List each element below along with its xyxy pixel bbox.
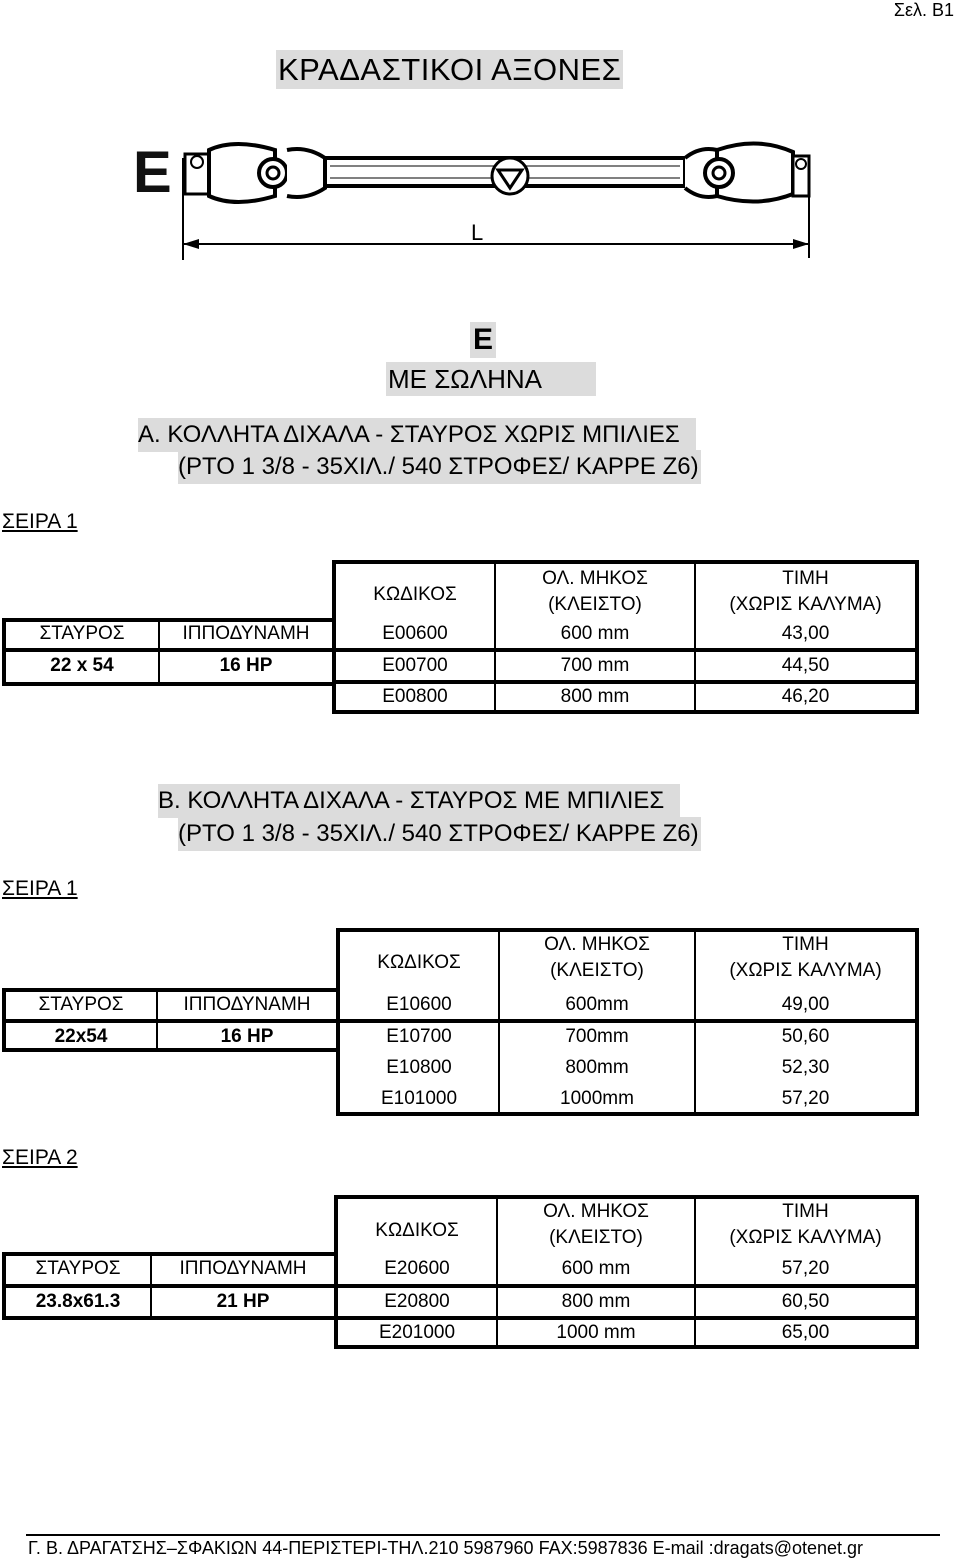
svg-text:E: E: [133, 140, 172, 205]
horsepower-value: 16 HP: [219, 655, 273, 676]
part-b-series2-label: ΣΕΙΡΑ 2: [2, 1146, 78, 1169]
col-header-price-note: (ΧΩΡΙΣ ΚΑΛΥΜΑ): [729, 594, 882, 615]
table-cell-code: E10800: [386, 1057, 452, 1078]
table-cell-length: 1000mm: [560, 1088, 634, 1109]
table-cell-length: 600 mm: [560, 623, 630, 644]
page-number: Σελ. Β1: [893, 0, 954, 20]
table-cell-price: 65,00: [781, 1322, 830, 1343]
table-cell-length: 700mm: [565, 1026, 629, 1047]
part-a-heading-line2: (PTO 1 3/8 - 35ΧΙΛ./ 540 ΣΤΡΟΦΕΣ/ ΚΑΡΡΕ Ζ6): [178, 450, 701, 484]
cross-size-value: 22 x 54: [50, 655, 114, 676]
col-header-code: ΚΩΔΙΚΟΣ: [375, 1220, 459, 1241]
section-subtitle: ΜΕ ΣΩΛΗΝΑ: [386, 362, 596, 396]
table-cell-price: 57,20: [781, 1088, 830, 1109]
col-header-horsepower: ΙΠΠΟΔΥΝΑΜΗ: [182, 623, 310, 644]
cross-size-value: 23.8x61.3: [35, 1291, 121, 1312]
table-cell-code: E201000: [378, 1322, 456, 1343]
table-cell-code: E10600: [386, 994, 452, 1015]
table-cell-price: 44,50: [781, 655, 830, 676]
col-header-price: ΤΙΜΗ: [782, 934, 829, 955]
driveshaft-drawing: [125, 128, 825, 268]
horsepower-value: 16 HP: [220, 1026, 274, 1047]
table-cell-length: 800mm: [565, 1057, 629, 1078]
table-cell-length: 800 mm: [560, 686, 630, 707]
col-header-horsepower: ΙΠΠΟΔΥΝΑΜΗ: [183, 994, 311, 1015]
length-label: [471, 220, 483, 245]
part-a-heading: [138, 418, 696, 452]
part-b-heading-line2: (PTO 1 3/8 - 35ΧΙΛ./ 540 ΣΤΡΟΦΕΣ/ ΚΑΡΡΕ Ζ6): [178, 817, 701, 851]
col-header-length: ΟΛ. ΜΗΚΟΣ: [544, 934, 650, 955]
horsepower-value: 21 HP: [216, 1291, 270, 1312]
table-cell-length: 700 mm: [560, 655, 630, 676]
col-header-length: ΟΛ. ΜΗΚΟΣ: [543, 1201, 649, 1222]
part-b-heading-line1: Β. ΚΟΛΛΗΤΑ ΔΙΧΑΛΑ - ΣΤΑΥΡΟΣ ΜΕ ΜΠΙΛΙΕΣ: [158, 784, 680, 818]
col-header-cross: ΣΤΑΥΡΟΣ: [39, 623, 125, 644]
section-code: E: [470, 322, 496, 358]
table-cell-length: 600mm: [565, 994, 629, 1015]
part-b-series1-label: ΣΕΙΡΑ 1: [2, 877, 78, 900]
page-title: ΚΡΑΔΑΣΤΙΚΟΙ ΑΞΟΝΕΣ: [278, 52, 622, 87]
table-cell-code: E00800: [382, 686, 448, 707]
svg-text:L: L: [471, 220, 484, 245]
col-header-price-note: (ΧΩΡΙΣ ΚΑΛΥΜΑ): [729, 960, 882, 981]
col-header-horsepower: ΙΠΠΟΔΥΝΑΜΗ: [179, 1258, 307, 1279]
footer-divider: [26, 1534, 940, 1536]
col-header-length-note: (ΚΛΕΙΣΤΟ): [550, 960, 644, 981]
table-cell-price: 60,50: [781, 1291, 830, 1312]
table-cell-price: 50,60: [781, 1026, 830, 1047]
table-cell-price: 46,20: [781, 686, 830, 707]
col-header-cross: ΣΤΑΥΡΟΣ: [38, 994, 124, 1015]
col-header-price: ΤΙΜΗ: [782, 568, 829, 589]
part-b-subheading: [178, 817, 701, 851]
col-header-price-note: (ΧΩΡΙΣ ΚΑΛΥΜΑ): [729, 1227, 882, 1248]
table-cell-price: 57,20: [781, 1258, 830, 1279]
col-header-length-note: (ΚΛΕΙΣΤΟ): [549, 1227, 643, 1248]
table-cell-length: 1000 mm: [556, 1322, 636, 1343]
col-header-price: ΤΙΜΗ: [782, 1201, 829, 1222]
table-cell-price: 49,00: [781, 994, 830, 1015]
table-cell-code: E101000: [380, 1088, 458, 1109]
part-b-heading: [158, 784, 680, 818]
table-cell-code: E20600: [384, 1258, 450, 1279]
cross-size-value: 22x54: [54, 1026, 108, 1047]
table-cell-code: E10700: [386, 1026, 452, 1047]
table-cell-price: 52,30: [781, 1057, 830, 1078]
col-header-length-note: (ΚΛΕΙΣΤΟ): [548, 594, 642, 615]
col-header-code: ΚΩΔΙΚΟΣ: [377, 952, 461, 973]
drawing-type-label: [133, 140, 172, 205]
footer-contact: Γ. Β. ΔΡΑΓΑΤΣΗΣ–ΣΦΑΚΙΩΝ 44-ΠΕΡΙΣΤΕΡΙ-ΤΗΛ.210 5987960 FAX:5987836 E-mail :dragats@otenet.gr: [28, 1538, 864, 1558]
table-cell-code: E20800: [384, 1291, 450, 1312]
part-a-heading-line1: Α. ΚΟΛΛΗΤΑ ΔΙΧΑΛΑ - ΣΤΑΥΡΟΣ ΧΩΡΙΣ ΜΠΙΛΙΕΣ: [138, 418, 696, 452]
part-a-subheading: [178, 450, 701, 484]
col-header-length: ΟΛ. ΜΗΚΟΣ: [542, 568, 648, 589]
part-a-series-label: ΣΕΙΡΑ 1: [2, 510, 78, 533]
table-cell-code: E00600: [382, 623, 448, 644]
table-cell-length: 800 mm: [561, 1291, 631, 1312]
table-cell-length: 600 mm: [561, 1258, 631, 1279]
table-cell-code: E00700: [382, 655, 448, 676]
col-header-cross: ΣΤΑΥΡΟΣ: [35, 1258, 121, 1279]
col-header-code: ΚΩΔΙΚΟΣ: [373, 584, 457, 605]
table-cell-price: 43,00: [781, 623, 830, 644]
